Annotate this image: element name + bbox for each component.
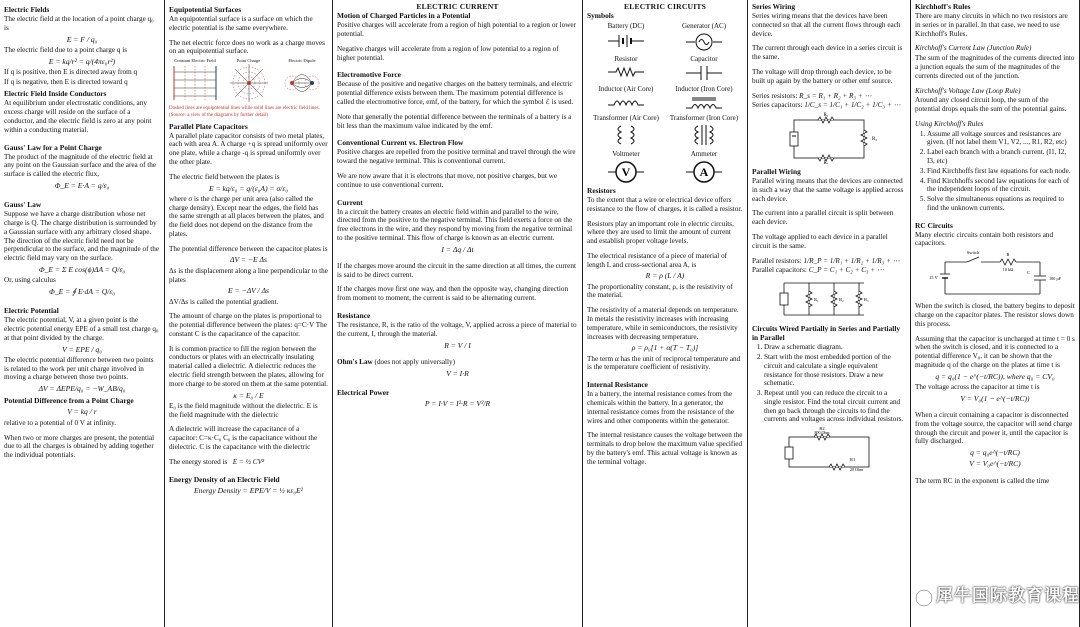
paragraph: The electric field between the plates is [169, 172, 280, 181]
svg-text:A: A [699, 164, 709, 179]
equation: ΔV = ΔEPE/q₀ = −W_AB/q₀ [38, 384, 126, 394]
paragraph: The net electric force does no work as a charge moves on an equipotential surface. [169, 38, 325, 56]
paragraph: Note that generally the potential difference between the terminals of a battery is a bit less than the maximum value indicated by the emf. [337, 112, 572, 130]
equation: R = ρ (L / A) [645, 271, 685, 281]
paragraph: When the switch is closed, the battery begins to deposit charge on the capacitor plates. The resistor slows down this process. [915, 302, 1075, 328]
paragraph: In a circuit the battery creates an electric field within and parallel to the wire, directed from the positive to the negative terminal. This field exerts a force on the free electrons in the wire, and they respond by moving from the negative terminal to the positive terminal. This flow of charge is known as an electric current. [337, 207, 573, 242]
column-electric-circuits [583, 0, 748, 627]
paragraph: In a battery, the internal resistance comes from the chemicals within the battery. In a generator, the internal resistance comes from the resistance of the wires and other components within the generator. [587, 390, 735, 425]
equation: R_s = R₁ + R₂ + R₃ + ⋯ [799, 91, 872, 100]
equation: κ = E₀ / E [233, 390, 264, 400]
equation: E = ½ CV² [232, 457, 265, 466]
paragraph: Suppose we have a charge distribution whose net charge is Q. The charge distribution is surrounded by a Gaussian surface with any arbitrary closed shape. The direction of the electric field need not be perpendicular to the surface, and the magnitude of the electric field may vary on the surface. [4, 210, 160, 263]
symbol-label: Battery (DC) [607, 22, 645, 31]
equation: Energy Density = EPE/V = ½ κε₀E² [194, 485, 303, 495]
list-item: 1. Draw a schematic diagram. [764, 343, 906, 352]
parallel-circuit-diagram [754, 277, 904, 321]
paragraph: The current into a parallel circuit is split between each device. [752, 209, 894, 227]
section-title: Conventional Current vs. Electron Flow [337, 138, 464, 148]
list-item: 5. Solve the simultaneous equations as required to find the unknown currents. [927, 195, 1075, 213]
resistor-symbol [587, 55, 665, 82]
paragraph: To the extent that a wire or electrical device offers resistance to the flow of charges, it is called a resistor. [587, 195, 743, 213]
equation: V = EPE / q₀ [62, 344, 102, 354]
column-wiring [748, 0, 911, 627]
column-electric-current [333, 0, 583, 627]
paragraph: If q is positive, then E is directed away from q [4, 67, 138, 76]
component-label: 100 µF [1049, 276, 1062, 282]
equation: Φ_E = E·A = q/ε₀ [54, 180, 110, 190]
watermark: 犀牛国际教育课程 [936, 586, 1080, 606]
equation: ΔV = −E Δs [230, 255, 267, 265]
paragraph: Series wiring means that the devices have been connected so that all the current flows through each device. [752, 12, 901, 38]
resistor-label: R₂ [872, 137, 878, 143]
equation: 1/C_s = 1/C₁ + 1/C₂ + 1/C₃ + ⋯ [804, 101, 901, 110]
component-label: R [1006, 252, 1010, 258]
column-capacitors [165, 0, 333, 627]
paragraph: Resistors play an important role in electric circuits, where they are used to limit the amount of current and establish proper voltage levels. [587, 219, 734, 246]
paragraph: The resistivity of a material depends on temperature. In metals the resistivity increases with increasing temperature, while in semiconductors, the resistivity increases with decreasing temperature. [587, 306, 739, 341]
paragraph [337, 358, 578, 367]
symbol-label: Generator (AC) [681, 22, 727, 31]
formula-row [752, 266, 906, 275]
paragraph: Assuming that the capacitor is uncharged at time t = 0 s when the switch is closed, and it is connected to a potential difference V₀, it can be shown that the magnitude q of the charge on the plates at time t is [915, 334, 1075, 369]
generator-icon [684, 33, 724, 51]
formula-label: Series resistors: [752, 91, 798, 100]
component-label: 15 V [929, 275, 938, 281]
paragraph: If the charges move around the circuit in the same direction at all times, the current is said to be direct current. [337, 261, 576, 279]
formula-label: Series capacitors: [752, 101, 803, 110]
paragraph: Because of the positive and negative charges on the battery terminals, and electric potential difference exists between them. The maximum potential difference is called the electromotive force, emf, of the battery, for which the symbol ℰ is used. [337, 80, 574, 106]
formula-label: Parallel resistors: [752, 256, 802, 265]
equation: V = V₀e^(−t/RC) [969, 459, 1021, 469]
resistor-label: R₃ [864, 297, 869, 303]
section-title: Motion of Charged Particles in a Potential [337, 11, 471, 21]
resistor-icon [606, 65, 646, 79]
paragraph: At equilibrium under electrostatic conditions, any excess charge will reside on the surface of a conductor, and the electric field is zero at any point within a conducting material. [4, 99, 152, 134]
paragraph: where σ is the charge per unit area (also called the charge density). Except near the edges, the field has the same strength at all places between the plates, and the field does not depend on the distance from the plates. [169, 194, 324, 238]
section-title: Energy Density of an Electric Field [169, 474, 280, 484]
formula-row [752, 257, 906, 266]
symbols-grid [587, 22, 743, 183]
paragraph: It is common practice to fill the region between the conductors or plates with an electrically insulating material called a dielectric. A dielectric reduces the electric field strength between the plates, allowing for more charge to be stored on them at the same potential. [169, 344, 328, 388]
voltmeter-symbol [587, 150, 665, 183]
equation: C_P = C₁ + C₂ + C₃ + ⋯ [808, 266, 885, 275]
equation: q = q₀(1 − e^(−t/RC)), where q₀ = CV₀ [935, 371, 1055, 381]
battery-icon [606, 33, 646, 49]
transformer-air-symbol [587, 114, 665, 147]
paragraph: Δs is the displacement along a line perpendicular to the plates [169, 266, 328, 284]
symbol-label: Ammeter [690, 150, 718, 159]
section-title: Parallel Wiring [752, 167, 801, 177]
point-charge-diagram [224, 64, 274, 102]
section-title: Electric Potential [4, 306, 59, 316]
section-title: RC Circuits [915, 220, 953, 230]
column-kirchhoff [911, 0, 1080, 627]
inductor-iron-icon [684, 96, 724, 110]
section-title: Series Wiring [752, 2, 796, 11]
watermark-logo-icon [915, 589, 933, 607]
mixed-circuit-diagram [754, 427, 904, 471]
list-item: 3. Repeat until you can reduce the circuit to a single resistor. Find the total circuit current and then go back through the circuits to find the currents and voltages across individual resistors. [764, 389, 906, 424]
generator-symbol [665, 22, 743, 51]
svg-text:V: V [621, 164, 631, 179]
symbol-label: Inductor (Iron Core) [675, 85, 733, 94]
section-title: Electric Fields [4, 5, 50, 14]
energy-label: The energy stored is [169, 457, 228, 466]
paragraph: The amount of charge on the plates is proportional to the potential difference between the plates: q=C·V The constant C is the capacitance of the capacitor. [169, 312, 327, 338]
list-item: 4. Find Kirchhoffs second law equations for each of the independent loops of the circuit. [927, 177, 1075, 195]
paragraph: If q is negative, then E is directed toward q [4, 77, 128, 86]
dipole-diagram [277, 64, 327, 102]
section-title: Resistance [337, 311, 371, 321]
section-title: Circuits Wired Partially in Series and Partially in Parallel [752, 324, 901, 343]
figure-label: Electric Dipole [288, 58, 316, 64]
paragraph: The electric potential, V, at a given point is the electric potential energy EPE of a small test charge q₀ at that point divided by the charge. [4, 316, 159, 342]
column-title: ELECTRIC CURRENT [416, 2, 499, 11]
resistor-label: R₁ [823, 113, 829, 119]
section-title: Equipotential Surfaces [169, 5, 242, 14]
subsection-title: Kirchhoff's Voltage Law (Loop Rule) [915, 86, 1021, 95]
symbol-label: Inductor (Air Core) [598, 85, 654, 94]
component-label: C [1027, 270, 1031, 276]
paragraph: The term α has the unit of reciprocal temperature and is the temperature coefficient of resistivity. [587, 354, 741, 372]
uniform-field-diagram [170, 64, 220, 102]
paragraph: The resistance, R, is the ratio of the voltage, V, applied across a piece of material to the current, I, through the material. [337, 321, 577, 338]
figure-caption: Dashed lines are equipotential lines while solid lines are electric field lines. (Source: a view of the diagrams by further detail) [169, 106, 320, 118]
equation: E = kq/ε₀ = q/(ε₀A) = σ/ε₀ [208, 183, 289, 193]
paragraph: E₀ is the field magnitude without the dielectric. E is the field magnitude with the dielectric [169, 401, 318, 419]
inductor-iron-symbol [665, 85, 743, 110]
equation: R = V / I [444, 340, 471, 350]
equation: Φ_E = ∮ E·dA = Q/ε₀ [49, 286, 115, 296]
equation: E = kq/r² = q/(4πε₀r²) [48, 56, 116, 66]
rc-circuit-diagram [915, 250, 1075, 300]
equation: I = Δq / Δt [441, 244, 474, 254]
formula-label: Parallel capacitors: [752, 266, 807, 275]
column-electric-fields [0, 0, 165, 627]
inductor-icon [606, 96, 646, 108]
paragraph: There are many circuits in which no two resistors are in series or in parallel. In that case, we need to use Kirchhoff's Rules. [915, 12, 1068, 38]
equation: q = q₀e^(−t/RC) [970, 448, 1020, 458]
paragraph: An equipotential surface is a surface on which the electric potential is the same everywhere. [169, 15, 313, 32]
paragraph: The potential difference between the capacitor plates is [169, 244, 328, 253]
paragraph: The electric field due to a point charge q is [4, 45, 128, 54]
series-circuit-diagram [754, 112, 904, 164]
steps-list [764, 343, 906, 424]
list-item: 3. Find Kirchhoffs first law equations for each node. [927, 167, 1075, 176]
symbol-label: Voltmeter [612, 150, 640, 159]
paragraph: The proportionality constant, ρ, is the resistivity of the material. [587, 282, 733, 300]
symbol-label: Transformer (Air Core) [593, 113, 659, 122]
paragraph: ΔV/Δs is called the potential gradient. [169, 297, 279, 306]
section-title: Internal Resistance [587, 380, 648, 390]
formula-row [752, 101, 906, 110]
transformer-iron-symbol [665, 114, 743, 147]
equation: V = V₀(1 − e^(−t/RC)) [960, 393, 1030, 403]
figure-label: Point Charge [236, 58, 261, 64]
paragraph: Positive charges will accelerate from a region of high potential to a region or lower potential. [337, 21, 576, 39]
component-label: R2 [819, 427, 825, 432]
capacitor-symbol [665, 55, 743, 82]
subsection-title: Kirchhoff's Current Law (Junction Rule) [915, 44, 1032, 53]
resistor-label: R₃ [823, 161, 829, 165]
voltmeter-icon [606, 161, 646, 183]
section-title: Ohm's Law [337, 357, 373, 366]
paragraph: A parallel plate capacitor consists of two metal plates, each with area A. A charge +q is spread uniformly over one plate, while a charge -q is spread uniformly over the other plate. [169, 131, 328, 166]
component-label: Switch [966, 250, 980, 256]
list-item: 1. Assume all voltage sources and resistances are given. (If not label them V1, V2, ..., R1, R2, etc) [927, 130, 1075, 148]
paragraph: When a circuit containing a capacitor is disconnected from the voltage source, the capacitor will send charge through the circuit and power it, until the capacitor is fully discharged. [915, 411, 1073, 446]
equation: V = kq / r [67, 407, 97, 417]
list-item: 2. Label each branch with a branch current. (I1, I2, I3, etc) [927, 148, 1075, 166]
resistor-label: R₁ [814, 297, 819, 303]
paragraph: Positive charges are repelled from the positive terminal and travel through the wire toward the negative terminal. This is conventional current. [337, 148, 576, 166]
section-title: Kirchhoff's Rules [915, 2, 971, 11]
paragraph: The electrical resistance of a piece of material of length L and cross-sectional area A, is [587, 251, 728, 269]
subsection-title: Using Kirchhoff's Rules [915, 119, 984, 128]
paragraph: The voltage applied to each device in a parallel circuit is the same. [752, 233, 888, 250]
paragraph: The product of the magnitude of the electric field at any point on the Gaussian surface and the area of the surface is called the electric flux, [4, 152, 157, 179]
section-title: Symbols [587, 11, 614, 21]
transformer-icon [611, 124, 641, 146]
paragraph: relative to a potential of 0 V at infinity. [4, 418, 117, 427]
paragraph: We are now aware that it is electrons that move, not positive charges, but we continue to use conventional current. [337, 171, 558, 189]
paragraph: Many electric circuits contain both resistors and capacitors. [915, 230, 1054, 248]
section-title: Parallel Plate Capacitors [169, 121, 248, 131]
paragraph: Parallel wiring means that the devices are connected in such a way that the same voltage is applied across each device. [752, 177, 904, 203]
symbol-label: Transformer (Iron Core) [669, 113, 739, 122]
equation: Φ_E = Σ E cos(ϕ)ΔA = Q/ε₀ [38, 264, 126, 274]
column-title: ELECTRIC CIRCUITS [623, 2, 707, 11]
equation: P = I·V = I²·R = V²/R [424, 398, 491, 408]
section-title: Electrical Power [337, 387, 390, 397]
paragraph: When two or more charges are present, the potential due to all the charges is obtained by adding together the individual potentials. [4, 433, 155, 460]
equation: V = I·R [446, 368, 469, 378]
paragraph: The current through each device in a series circuit is the same. [752, 44, 903, 62]
equation: E = F / q₀ [66, 34, 98, 44]
equation: E = −ΔV / Δs [228, 286, 269, 296]
section-title: Potential Difference from a Point Charge [4, 396, 134, 406]
section-title: Electric Field Inside Conductors [4, 89, 107, 99]
formula-row [752, 92, 906, 101]
resistor-label: R₂ [839, 297, 844, 303]
symbol-label: Capacitor [690, 54, 718, 63]
component-label: R1 [850, 457, 856, 463]
paragraph: The sum of the magnitudes of the currents directed into a junction equals the sum of the magnitudes of the currents directed out of the junction. [915, 54, 1075, 80]
paragraph: The electric field at the location of a point charge q₀ is [4, 15, 154, 32]
capacitor-icon [684, 65, 724, 81]
paragraph: Or, using calculus [4, 276, 56, 285]
paragraph: The voltage across the capacitor at time t is [915, 382, 1040, 391]
equation: ρ = ρ₀[1 + α(T − T₀)] [631, 343, 699, 353]
battery-symbol [587, 22, 665, 51]
equation: 1/R_P = 1/R₁ + 1/R₂ + 1/R₃ + ⋯ [803, 256, 900, 265]
component-label: 800 Ohm [814, 430, 830, 436]
inductor-air-symbol [587, 85, 665, 110]
transformer-iron-icon [689, 124, 719, 146]
paragraph: Negative charges will accelerate from a region of low potential to a region of higher potential. [337, 44, 559, 62]
section-title: Gauss' Law [4, 200, 42, 210]
paragraph: The voltage will drop through each device, to be built up again by the battery or other emf source. [752, 67, 893, 85]
equipotential-figure [169, 58, 328, 104]
paragraph: A dielectric will increase the capacitance of a capacitor: C=κ·C₀ C₀ is the capacitance without the dielectric. C is the capacitance with the dielectric [169, 425, 318, 451]
paragraph: The term RC in the exponent is called the time [915, 476, 1050, 485]
paragraph: If the charges move first one way, and then the opposite way, changing direction from moment to moment, the current is said to be alternating current. [337, 285, 569, 303]
section-title: Resistors [587, 185, 616, 195]
list-item: 2. Start with the most embedded portion of the circuit and calculate a single equivalent resistance for those resistors. Draw a new schematic. [764, 353, 906, 388]
paragraph [169, 458, 328, 467]
steps-list [927, 130, 1075, 213]
paragraph: The electric potential difference between two points is related to the work per unit charge involved in moving a charge between those two points. [4, 355, 154, 382]
ammeter-icon [684, 161, 724, 183]
figure-label: Constant Electric Field [174, 58, 216, 64]
ammeter-symbol [665, 150, 743, 183]
symbol-label: Resistor [614, 54, 638, 63]
note: (does not apply universally) [374, 357, 455, 366]
section-title: Current [337, 197, 363, 207]
paragraph: The internal resistance causes the voltage between the terminals to drop below the maximum value specified by the battery's emf. This actual voltage is known as the terminal voltage. [587, 431, 743, 466]
component-label: 20 Ohm [850, 467, 863, 472]
section-title: Gauss' Law for a Point Charge [4, 142, 102, 152]
component-label: 10 kΩ [1002, 267, 1014, 273]
paragraph: Around any closed circuit loop, the sum of the potential drops equals the sum of the potential gains. [915, 96, 1067, 114]
section-title: Electromotive Force [337, 70, 401, 80]
